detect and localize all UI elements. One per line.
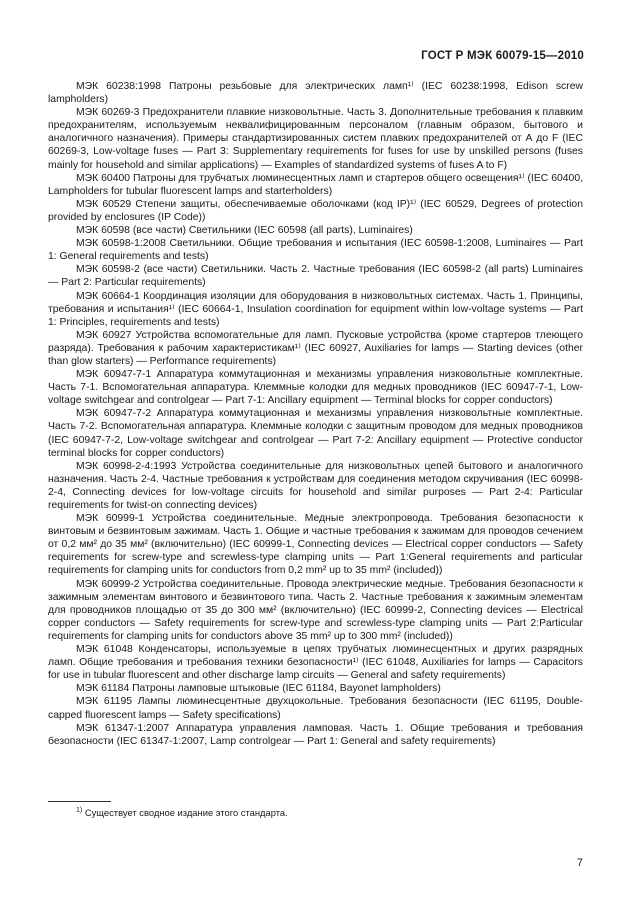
footnote-marker: 1): [76, 807, 83, 814]
reference-item: МЭК 60269-3 Предохранители плавкие низковольтные. Часть 3. Дополнительные требования к плавким предохранителям, используемым неквалифицированным персоналом (главным образом, бытового и аналогичного назначения). Примеры стандартизированных систем плавких предохранителей от А до F (IEC 60269-3, Low-voltage fuses — Part 3: Supplementary requirements for fuses for use by unskilled persons (fuses mainly for household and similar applications) — Examples of standardized systems of fuses A to F): [48, 107, 583, 171]
footnote-divider: [48, 801, 111, 802]
reference-item: МЭК 60947-7-2 Аппаратура коммутационная и механизмы управления низковольтные комплектные. Часть 7-2. Вспомогательная аппаратура. Клеммные колодки с защитным проводом для медных проводников (IEC 60947-7-2, Low-voltage switchgear and controlgear — Part 7-2: Ancillary equipment — Protective conductor terminal blocks for copper conductors): [48, 408, 583, 459]
footnote-text: Существует сводное издание этого стандарта.: [84, 807, 288, 819]
reference-item: МЭК 60999-2 Устройства соединительные. Провода электрические медные. Требования безопасности к зажимным элементам винтового и безвинтового типа. Часть 2. Частные требования к зажимным элементам для проводников площадью от 35 до 300 мм² (включительно) (IEC 60999-2, Connecting devices — Electrical copper conductors — Safety requirements for screw-type and screwless-type clamping units — Part 2:Particular requirements for clamping units for conductors above 35 mm² up to 300 mm² (included)): [48, 578, 583, 642]
reference-item: МЭК 60598 (все части) Светильники (IEC 60598 (all parts), Luminaires): [76, 225, 413, 237]
reference-item: МЭК 60400 Патроны для трубчатых люминесцентных ламп и стартеров общего освещения¹⁾ (IEC 60400, Lampholders for tubular fluorescent lamps and starterholders): [48, 172, 583, 197]
footnote: [76, 807, 288, 818]
standard-header: ГОСТ Р МЭК 60079-15—2010: [421, 50, 584, 62]
reference-item: МЭК 60927 Устройства вспомогательные для ламп. Пусковые устройства (кроме стартеров тлеющего разряда). Требования к рабочим характеристикам¹⁾ (IEC 60927, Auxiliaries for lamps — Starting devices (other than glow starters) — Performance requirements): [48, 329, 583, 367]
reference-item: МЭК 60529 Степени защиты, обеспечиваемые оболочками (код IP)¹⁾ (IEC 60529, Degrees of protection provided by enclosures (IP Code)): [48, 198, 583, 223]
reference-item: МЭК 60998-2-4:1993 Устройства соединительные для низковольтных цепей бытового и аналогичного назначения. Часть 2-4. Частные требования к устройствам для соединения методом скручивания (IEC 60998-2-4, Connecting devices for low-voltage circuits for household and similar purposes — Part 2-4: Particular requirements for twist-on connecting devices): [48, 460, 583, 511]
reference-item: МЭК 61347-1:2007 Аппаратура управления ламповая. Часть 1. Общие требования и требования безопасности (IEC 61347-1:2007, Lamp controlgear — Part 1: General and safety requirements): [48, 722, 583, 747]
reference-item: МЭК 60238:1998 Патроны резьбовые для электрических ламп¹⁾ (IEC 60238:1998, Edison screw lampholders): [48, 81, 583, 106]
reference-item: МЭК 60598-1:2008 Светильники. Общие требования и испытания (IEC 60598-1:2008, Luminaires — Part 1: General requirements and tests): [48, 238, 583, 263]
reference-item: МЭК 61184 Патроны ламповые штыковые (IEC 61184, Bayonet lampholders): [76, 683, 441, 695]
reference-item: МЭК 60999-1 Устройства соединительные. Медные электропровода. Требования безопасности к винтовым и безвинтовым зажимам. Часть 1. Общие и частные требования к зажимам для проводов сечением от 0,2 мм² до 35 мм² (включительно) (IEC 60999-1, Connecting devices — Electrical copper conductors — Safety requirements for screw-type and screwless-type clamping units — Part 1:General requirements and particular requirements for clamping units for conductors from 0,2 mm² up to 35 mm² (included)): [48, 513, 583, 577]
reference-item: МЭК 60598-2 (все части) Светильники. Часть 2. Частные требования (IEC 60598-2 (all parts) Luminaires — Part 2: Particular requirements): [48, 264, 583, 289]
page-number: 7: [576, 857, 583, 869]
reference-item: МЭК 61048 Конденсаторы, используемые в цепях трубчатых люминесцентных и других разрядных ламп. Общие требования и требования техники безопасности¹⁾ (IEC 61048, Auxiliaries for lamps — Capacitors for use in tubular fluorescent and other discharge lamp circuits — General and safety requirements): [48, 644, 583, 682]
reference-item: МЭК 60947-7-1 Аппаратура коммутационная и механизмы управления низковольтные комплектные. Часть 7-1. Вспомогательная аппаратура. Клеммные колодки для медных проводников (IEC 60947-7-1, Low-voltage switchgear and controlgear — Part 7-1: Ancillary equipment — Terminal blocks for copper conductors): [48, 369, 583, 407]
reference-item: МЭК 60664-1 Координация изоляции для оборудования в низковольтных системах. Часть 1. Принципы, требования и испытания¹⁾ (IEC 60664-1, Insulation coordination for equipment within low-voltage systems — Part 1: Principles, requirements and tests): [48, 290, 583, 328]
references-list: [48, 80, 583, 748]
reference-item: МЭК 61195 Лампы люминесцентные двухцокольные. Требования безопасности (IEC 61195, Double-capped fluorescent lamps — Safety specifications): [48, 696, 583, 721]
